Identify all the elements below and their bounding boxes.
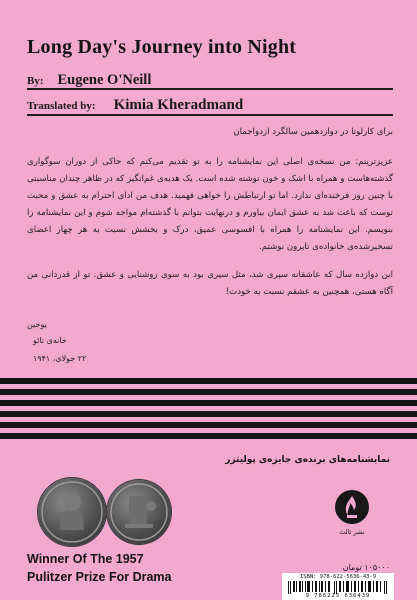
author-row: [27, 71, 151, 89]
stripe: [0, 400, 417, 406]
translator-label: Translated by:: [27, 100, 96, 112]
award-text: [27, 550, 172, 586]
stripe: [0, 378, 417, 384]
dedication-text: برای کارلوتا در دوازدهمین سالگرد ازدواجمان: [233, 127, 393, 137]
signature-date: ۲۲ جولای، ۱۹۴۱: [33, 354, 87, 363]
dedication-paragraph-2: این دوازده سال که عاشقانه سپری شد، مثل سیری بود به سوی روشنایی و عشق. تو از قدردانی من آگاه هستی، همچنین به عشقم نسبت به خودت!: [27, 270, 393, 297]
pulitzer-medal-portrait-icon: [38, 478, 106, 546]
barcode: [282, 573, 394, 600]
publisher-name: نشر ثالث: [339, 528, 365, 536]
translator-name: Kimia Kheradmand: [113, 97, 244, 113]
price-label: ۱۰۵۰۰۰ تومان: [342, 563, 390, 572]
publisher-logo-icon: [335, 490, 369, 524]
award-line-1: Winner Of The 1957: [27, 552, 144, 566]
book-title: Long Day's Journey into Night: [27, 36, 297, 58]
award-line-2: Pulitzer Prize For Drama: [27, 570, 172, 584]
divider: [27, 114, 393, 116]
stripe: [0, 389, 417, 395]
pulitzer-medal-press-icon: [107, 480, 171, 544]
dedication-paragraph-1: عزیزترینم: من نسخه‌ی اصلی این نمایشنامه را به تو تقدیم می‌کنم که حاکی از دوران سوگواری گذشته‌هاست و همراه با اشک و خون نوشته شده است. یک هدیه‌ی غم‌انگیز که در ظاهر چندان مناسبتی با چنین روز فرخنده‌ای ندارد. اما تو ارتباطش را خواهی فهمید. هدف من ادای احترام به عشق و محبت توست که باعث شد به عشق ایمان بیاورم و درنهایت بتوانم با گذشته‌ام مواجه شوم و این نمایشنامه را بنویسم. این نمایشنامه را همراه با افسوسی عمیق، درک و بخشش نسبت به هر چهار اعضای تسخیرشده‌ی خانواده‌ی تایرون نوشتم.: [27, 157, 393, 252]
stripe: [0, 433, 417, 439]
stripe: [0, 422, 417, 428]
isbn-text: ISBN: 978-622-5636-43-9: [299, 574, 377, 580]
stripe: [0, 411, 417, 417]
author-name: Eugene O'Neill: [57, 72, 152, 88]
signature-place: خانه‌ی تائو: [33, 336, 67, 345]
publisher-block: [330, 490, 374, 552]
series-label: نمایشنامه‌های برنده‌ی جایزه‌ی پولیتزر: [225, 455, 390, 465]
divider: [27, 88, 393, 90]
translator-row: [27, 96, 243, 114]
author-label: By:: [27, 75, 44, 87]
signature-name: یوجین: [27, 320, 47, 329]
barcode-number: 9 786225 636439: [305, 593, 371, 599]
